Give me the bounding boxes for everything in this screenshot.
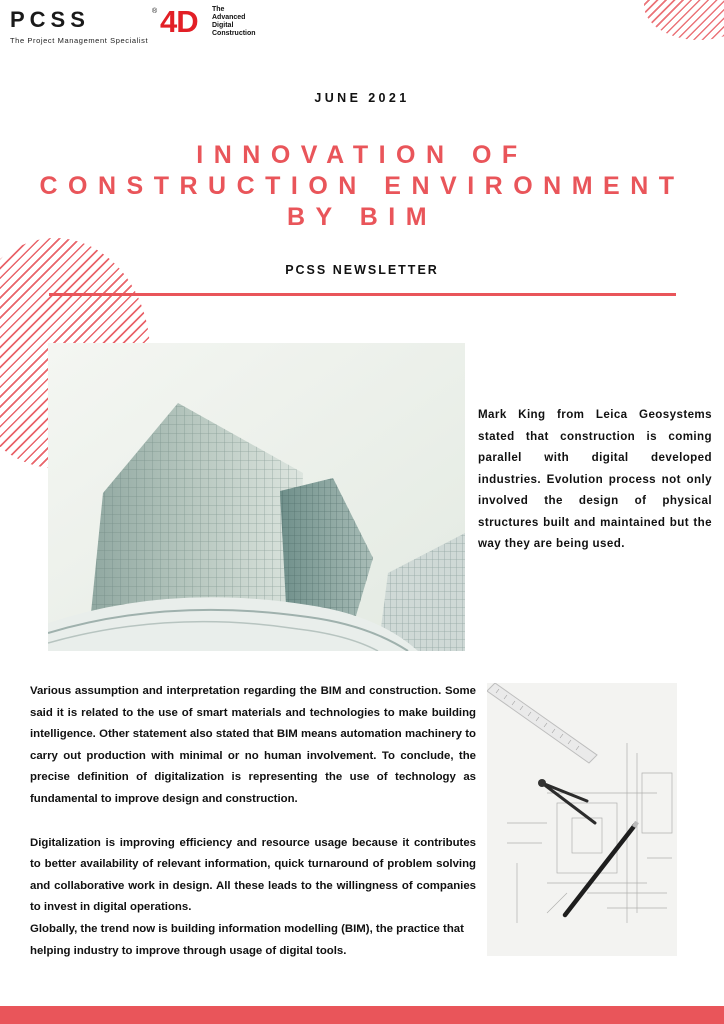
intro-paragraph: Mark King from Leica Geosystems stated that construction is coming parallel with digital developed industries. Evolution process not only involved the design of physical structures built and maintained but the way they are being used. — [478, 408, 712, 550]
title-line: CONSTRUCTION ENVIRONMENT — [39, 172, 685, 200]
footer-bar — [0, 1006, 724, 1024]
pcss-logo-tagline: The Project Management Specialist — [10, 36, 149, 45]
4d-logo-line: Advanced — [212, 14, 246, 21]
blueprint-photo — [487, 683, 677, 956]
issue-date: JUNE 2021 — [314, 91, 410, 105]
4d-logo — [160, 4, 270, 44]
title-line: BY BIM — [286, 203, 438, 231]
body-paragraph: Various assumption and interpretation regarding the BIM and construction. Some said it is related to the use of smart materials and technologies to make building intelligence. Other statement also stated that BIM means automation machinery to carry out production with minimal or no human involvement. To conclude, the precise definition of digitalization is representing the use of technology as fundamental to improve design and construction. — [30, 685, 476, 805]
4d-logo-mark: 4D — [160, 4, 198, 39]
4d-logo-line: Digital — [212, 22, 234, 29]
section-label: PCSS NEWSLETTER — [285, 263, 439, 277]
building-photo — [48, 343, 465, 651]
body-paragraph: Digitalization is improving efficiency and resource usage because it contributes to better availability of relevant information, quick turnaround of problem solving and collaborative work in design. All these leads to the willingness of companies to invest in digital operations. — [30, 836, 476, 914]
4d-logo-line: The — [212, 6, 225, 13]
4d-logo-caption — [212, 6, 256, 38]
pcss-logo-wordmark: PCSS — [10, 7, 90, 32]
decorative-stripes-top-right — [644, 0, 724, 40]
pcss-logo — [10, 6, 160, 45]
page-title — [0, 140, 724, 233]
article-body — [30, 681, 476, 962]
registered-mark: ® — [152, 8, 158, 15]
title-line: INNOVATION OF — [196, 141, 528, 169]
4d-logo-line: Construction — [212, 30, 256, 37]
body-paragraph: Globally, the trend now is building information modelling (BIM), the practice that helping industry to improve through usage of digital tools. — [30, 922, 464, 957]
divider — [49, 293, 676, 296]
